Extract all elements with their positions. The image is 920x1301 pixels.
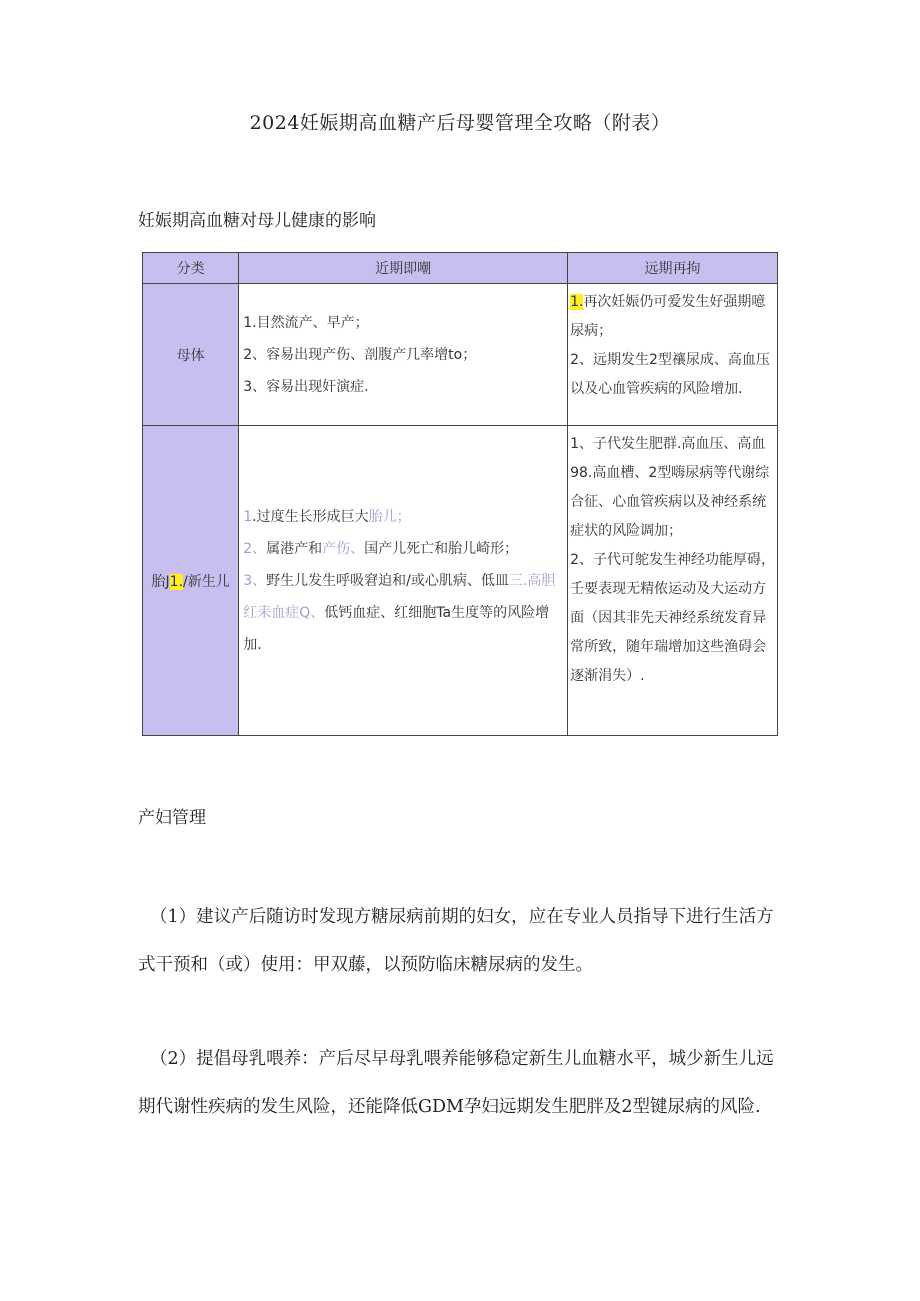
fetus-near-term (239, 426, 568, 736)
fetus-far-line: 逐渐涓失）. (570, 668, 645, 684)
category-mother: 母体 (143, 284, 239, 426)
mother-far-line: 尿病； (570, 323, 613, 339)
faded-text: 三.高胆 (508, 572, 556, 589)
category-fetus-newborn (143, 426, 239, 736)
fetus-far-line: 面（因其非先天神经系统发育异 (570, 610, 767, 626)
fetus-far-line: 1、子代发生肥群.高血压、高血 (570, 436, 766, 452)
fetus-near-item (243, 501, 563, 533)
paragraph-1: （1）建议产后随访时发现方糖尿病前期的妇女，应在专业人员指导下进行生活方式干预和（或）使用：甲双藤，以预防临床糖尿病的发生。 (138, 907, 774, 975)
fetus-far-line: 症状的风险调加； (570, 523, 683, 539)
item-text: 野生儿发生呼吸窘迫和/或心肌病、低皿 (266, 572, 509, 589)
item-text: 属港产和 (266, 540, 323, 557)
mother-far-line (570, 288, 775, 317)
faded-text: 胎儿； (368, 508, 411, 525)
table-row-mother (143, 284, 778, 426)
table-header-row (143, 253, 778, 284)
fetus-far-line: 壬要表现无精侬运动及大运动方 (570, 581, 767, 597)
table-heading: 妊娠期高血糖对母儿健康的影响 (138, 211, 376, 231)
faded-text: 红耒血症Q、 (243, 604, 325, 621)
fetus-near-item (243, 565, 563, 661)
fetus-far-line: 合征、心血管疾病以及神经系统 (570, 494, 767, 510)
table-row-fetus (143, 426, 778, 736)
fetus-far-line: 98.高血槽、2型嗨尿病等代谢综 (570, 465, 770, 481)
fetus-far-line: 常所致，随年瑞增加这些渔碍会 (570, 639, 767, 655)
mother-near-item: 2、容易出现产伤、剖腹产几率增to； (243, 346, 477, 363)
faded-text: 产伤、 (322, 540, 365, 557)
header-near-term: 近期即嘲 (239, 253, 568, 284)
mother-near-item: 1.目然流产、早产； (243, 314, 369, 331)
category-text: 胎J (151, 573, 170, 590)
header-long-term: 远期再拘 (568, 253, 778, 284)
item-text: 加. (243, 636, 262, 653)
section-heading: 产妇管理 (138, 808, 206, 828)
faded-text: 3、 (243, 572, 267, 589)
highlight-mark: 1. (570, 294, 584, 310)
item-text: .过度生长形成巨大 (252, 508, 369, 525)
mother-long-term (568, 284, 778, 426)
mother-far-text: 再次妊娠仍可爱发生好强期噫 (583, 294, 766, 310)
fetus-near-item (243, 533, 563, 565)
header-category: 分类 (143, 253, 239, 284)
mother-near-term (239, 284, 568, 426)
item-text: 国产儿死亡和胎儿崎形； (364, 540, 519, 557)
impact-table (142, 252, 778, 736)
paragraph-2: （2）提倡母乳喂养：产后尽早母乳喂养能够稳定新生儿血糖水平，城少新生儿远期代谢性疾病的发生风险，还能降低GDM孕妇远期发生肥胖及2型键尿病的风险. (138, 1049, 774, 1117)
faded-text: 1 (243, 508, 253, 525)
fetus-far-line: 2、子代可鸵发生神经功能厚碍， (570, 552, 775, 568)
faded-text: 2、 (243, 540, 267, 557)
mother-near-item: 3、容易出现奸演症. (243, 378, 369, 395)
fetus-long-term (568, 426, 778, 736)
mother-far-line: 2、远期发生2型禳尿成、高血压 (570, 352, 770, 368)
highlight-mark: 1. (169, 573, 184, 590)
mother-far-line: 以及心血管疾病的风险增加. (570, 381, 743, 397)
item-text: 低钙血症、红细胞Ta生度等的风险增 (324, 604, 550, 621)
category-text: /新生儿 (183, 573, 230, 590)
document-title: 2024妊娠期高血糖产后母婴管理全攻略（附表） (249, 112, 671, 134)
